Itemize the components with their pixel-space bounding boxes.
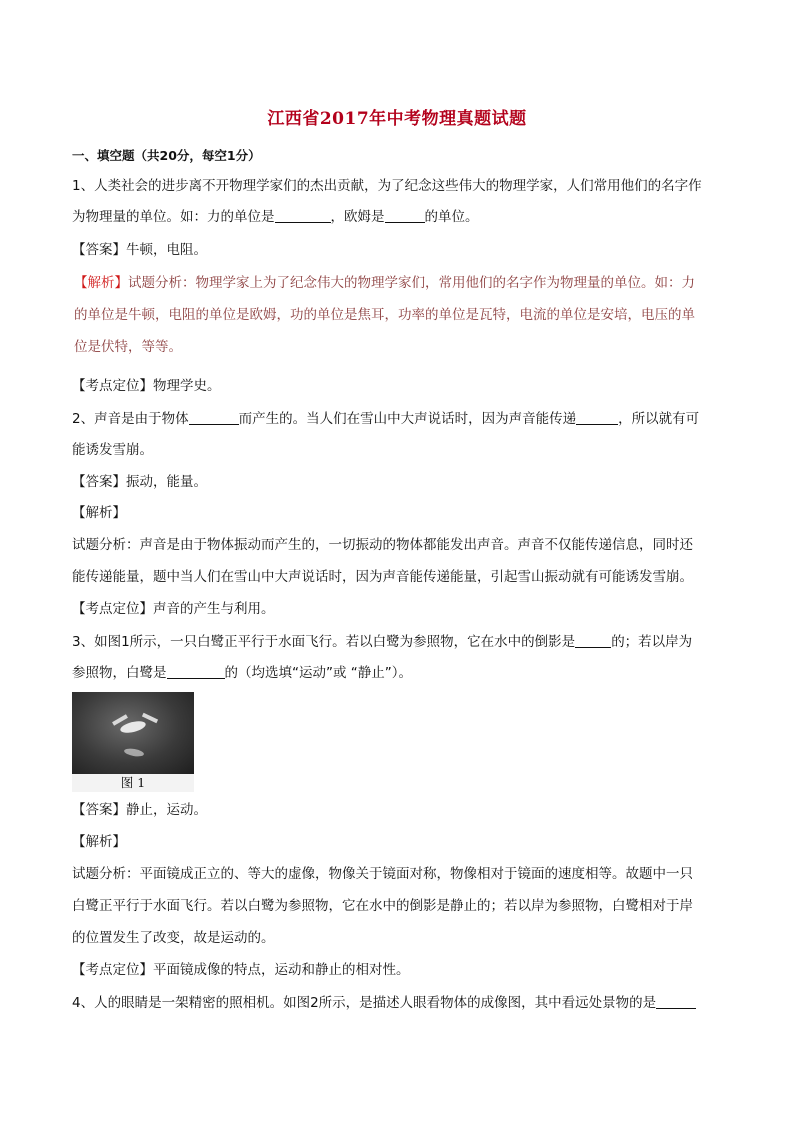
answer-blank (275, 208, 331, 223)
question-2-answer: 【答案】振动，能量。 (72, 474, 207, 490)
question-1-line-2 (72, 202, 722, 233)
question-1-analysis-line-3: 位是伏特，等等。 (74, 339, 182, 355)
egret-photo (72, 692, 194, 774)
question-3-line-2 (72, 658, 722, 689)
answer-blank (576, 410, 618, 425)
question-3-text-a: 3、如图1所示，一只白鹭正平行于水面飞行。若以白鹭为参照物，它在水中的倒影是 (72, 634, 576, 650)
question-3-text-b: 的；若以岸为 (611, 634, 693, 650)
question-1-line-1: 1、人类社会的进步离不开物理学家们的杰出贡献，为了纪念这些伟大的物理学家，人们常用他们的名字作 (72, 178, 702, 194)
question-1-text-c: 的单位。 (424, 209, 479, 225)
question-3-text-c: 参照物，白鹭是 (72, 665, 167, 681)
question-4-line-1 (72, 988, 722, 1019)
answer-blank (385, 208, 425, 223)
answer-blank (167, 664, 225, 679)
question-1-text-b: ，欧姆是 (330, 209, 385, 225)
question-3-analysis-line-2: 白鹭正平行于水面飞行。若以白鹭为参照物，它在水中的倒影是静止的；若以岸为参照物，白鹭相对于岸 (72, 898, 693, 914)
question-3-analysis-tag: 【解析】 (72, 834, 126, 850)
question-2-line-2: 能诱发雪崩。 (72, 442, 153, 458)
question-2-analysis-line-2: 能传递能量，题中当人们在雪山中大声说话时，因为声音能传递能量，引起雪山振动就有可能诱发雪崩。 (72, 569, 693, 585)
question-2-text-a: 2、声音是由于物体 (72, 411, 189, 427)
question-3-text-d: 的（均选填“运动”或 “静止”）。 (224, 665, 413, 681)
question-1-analysis-line-2: 的单位是牛顿，电阻的单位是欧姆，功的单位是焦耳，功率的单位是瓦特，电流的单位是安培，电压的单 (74, 307, 695, 323)
section-heading: 一、填空题（共20分，每空1分） (72, 148, 261, 163)
question-2-point: 【考点定位】声音的产生与利用。 (72, 601, 275, 617)
question-2-line-1 (72, 404, 722, 435)
answer-blank (189, 410, 239, 425)
question-3-line-1 (72, 627, 722, 658)
answer-blank (656, 994, 696, 1009)
question-4-text: 4、人的眼睛是一架精密的照相机。如图2所示，是描述人眼看物体的成像图，其中看远处景物的是 (72, 995, 657, 1011)
question-3-point: 【考点定位】平面镜成像的特点，运动和静止的相对性。 (72, 962, 410, 978)
question-2-analysis-line-1: 试题分析：声音是由于物体振动而产生的，一切振动的物体都能发出声音。声音不仅能传递信息，同时还 (72, 537, 693, 553)
figure-1 (72, 692, 194, 792)
question-3-answer: 【答案】静止，运动。 (72, 802, 207, 818)
analysis-tag: 【解析】 (74, 275, 128, 291)
figure-caption: 图 1 (120, 775, 146, 790)
answer-blank (575, 633, 611, 648)
question-1-point: 【考点定位】物理学史。 (72, 378, 221, 394)
question-1-text-a: 为物理量的单位。如：力的单位是 (72, 209, 275, 225)
question-2-text-b: 而产生的。当人们在雪山中大声说话时，因为声音能传递 (238, 411, 577, 427)
egret-reflection (124, 747, 145, 757)
question-2-text-c: ，所以就有可 (618, 411, 700, 427)
question-1-answer: 【答案】牛顿，电阻。 (72, 242, 207, 258)
question-1-analysis-line-1 (74, 268, 720, 299)
analysis-text: 试题分析：物理学家上为了纪念伟大的物理学家们，常用他们的名字作为物理量的单位。如：力 (128, 275, 695, 291)
question-3-analysis-line-1: 试题分析：平面镜成正立的、等大的虚像，物像关于镜面对称，物像相对于镜面的速度相等。故题中一只 (72, 866, 693, 882)
egret (119, 719, 147, 735)
question-2-analysis-tag: 【解析】 (72, 505, 126, 521)
question-3-analysis-line-3: 的位置发生了改变，故是运动的。 (72, 930, 275, 946)
page-title: 江西省2017年中考物理真题试题 (267, 109, 527, 129)
